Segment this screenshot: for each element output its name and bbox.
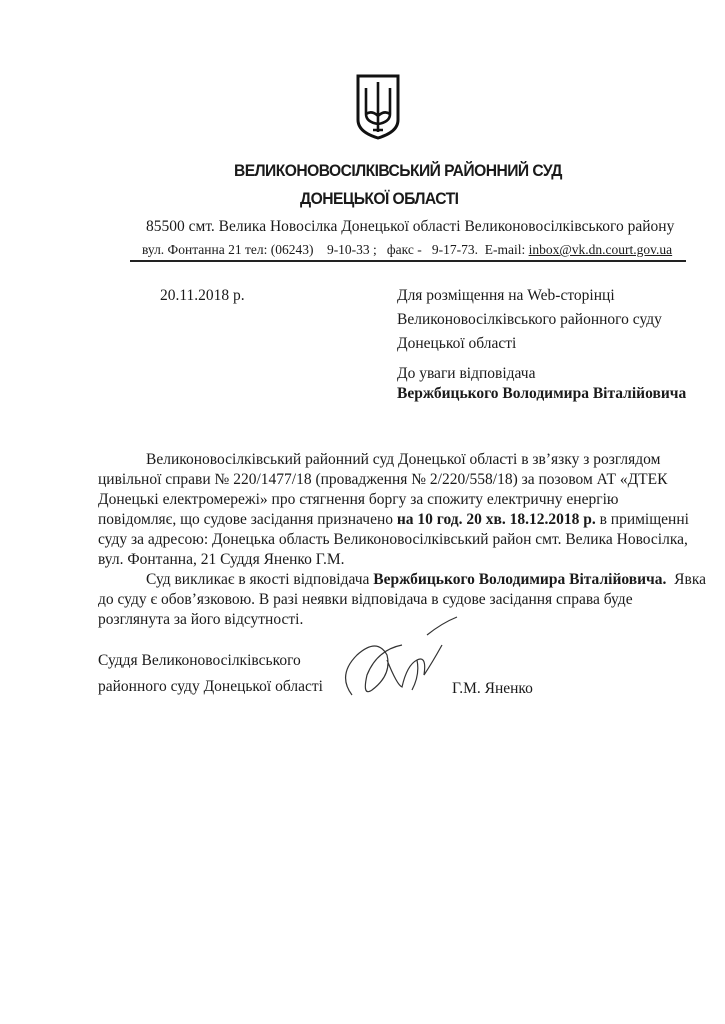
recipient-line: Донецької області bbox=[397, 335, 517, 352]
signer-title: Суддя Великоновосілківського bbox=[98, 652, 301, 669]
body-line bbox=[98, 511, 689, 529]
court-address: 85500 смт. Велика Новосілка Донецької області Великоновосілківського району bbox=[146, 218, 675, 235]
text: Явка bbox=[666, 571, 706, 588]
header-divider bbox=[130, 260, 686, 262]
body-line bbox=[146, 571, 706, 589]
body-line: цивільної справи № 220/1477/18 (провадження № 2/220/558/18) за позовом АТ «ДТЕК bbox=[98, 471, 668, 488]
coat-of-arms-icon bbox=[356, 74, 400, 140]
text: в приміщенні bbox=[595, 511, 689, 528]
handwritten-signature bbox=[332, 615, 462, 710]
text: Суд викликає в якості відповідача bbox=[146, 571, 374, 588]
body-line: вул. Фонтанна, 21 Суддя Яненко Г.М. bbox=[98, 551, 345, 568]
body-line: до суду є обов’язковою. В разі неявки відповідача в судове засідання справа буде bbox=[98, 591, 633, 608]
signer-title: районного суду Донецької області bbox=[98, 678, 323, 695]
email-link[interactable]: inbox@vk.dn.court.gov.ua bbox=[528, 242, 673, 257]
contacts-text: вул. Фонтанна 21 тел: (06243) 9-10-33 ; факс - 9-17-73. E-mail: bbox=[142, 242, 529, 257]
defendant-name-inline: Вержбицького Володимира Віталійовича. bbox=[373, 571, 667, 588]
attention-label: До уваги відповідача bbox=[397, 365, 536, 382]
recipient-line: Для розміщення на Web-сторінці bbox=[397, 287, 615, 304]
hearing-datetime: на 10 год. 20 хв. 18.12.2018 р. bbox=[396, 511, 596, 528]
text: повідомляє, що судове засідання призначено bbox=[98, 511, 397, 528]
body-line: суду за адресою: Донецька область Великоновосілківський район смт. Велика Новосілка, bbox=[98, 531, 688, 548]
body-line: Донецькі електромережі» про стягнення боргу за спожиту електричну енергію bbox=[98, 491, 619, 508]
document-date: 20.11.2018 р. bbox=[160, 287, 245, 304]
court-name: ВЕЛИКОНОВОСІЛКІВСЬКИЙ РАЙОННИЙ СУД bbox=[234, 161, 562, 180]
defendant-name: Вержбицького Володимира Віталійовича bbox=[397, 385, 687, 402]
court-contacts bbox=[142, 242, 672, 258]
recipient-line: Великоновосілківського районного суду bbox=[397, 311, 662, 328]
court-region: ДОНЕЦЬКОЇ ОБЛАСТІ bbox=[300, 189, 459, 208]
body-line: Великоновосілківський районний суд Донецької області в зв’язку з розглядом bbox=[146, 451, 661, 468]
body-line: розглянута за його відсутності. bbox=[98, 611, 304, 628]
signer-name: Г.М. Яненко bbox=[452, 680, 533, 697]
